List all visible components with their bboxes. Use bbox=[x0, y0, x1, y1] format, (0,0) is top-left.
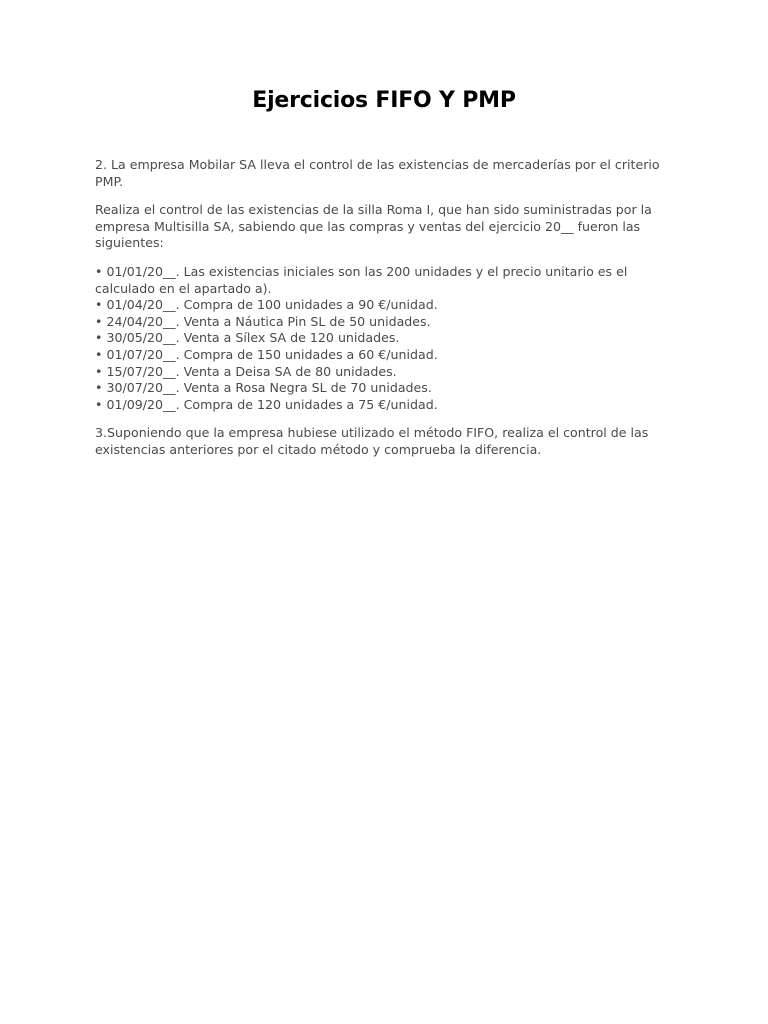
list-item: • 01/01/20__. Las existencias iniciales son las 200 unidades y el precio unitario es el calculado en el apartado a). bbox=[95, 264, 682, 297]
exercise-2-statement: 2. La empresa Mobilar SA lleva el control de las existencias de mercaderías por el criterio PMP. bbox=[95, 157, 660, 189]
exercise-2-instructions: Realiza el control de las existencias de la silla Roma I, que han sido suministradas por la empresa Multisilla SA, sabiendo que las compras y ventas del ejercicio 20__ fueron las siguientes: bbox=[95, 202, 652, 251]
list-item: • 15/07/20__. Venta a Deisa SA de 80 unidades. bbox=[95, 364, 682, 381]
list-item: • 01/04/20__. Compra de 100 unidades a 90 €/unidad. bbox=[95, 297, 682, 314]
list-item: • 01/09/20__. Compra de 120 unidades a 75 €/unidad. bbox=[95, 397, 682, 414]
list-item: • 24/04/20__. Venta a Náutica Pin SL de 50 unidades. bbox=[95, 314, 682, 331]
list-item: • 01/07/20__. Compra de 150 unidades a 60 €/unidad. bbox=[95, 347, 682, 364]
list-item: • 30/05/20__. Venta a Sílex SA de 120 unidades. bbox=[95, 330, 682, 347]
transactions-list bbox=[95, 264, 682, 413]
list-item: • 30/07/20__. Venta a Rosa Negra SL de 70 unidades. bbox=[95, 380, 682, 397]
exercise-3-statement: 3.Suponiendo que la empresa hubiese utilizado el método FIFO, realiza el control de las existencias anteriores por el citado método y comprueba la diferencia. bbox=[95, 425, 649, 457]
page-title: Ejercicios FIFO Y PMP bbox=[252, 88, 516, 113]
